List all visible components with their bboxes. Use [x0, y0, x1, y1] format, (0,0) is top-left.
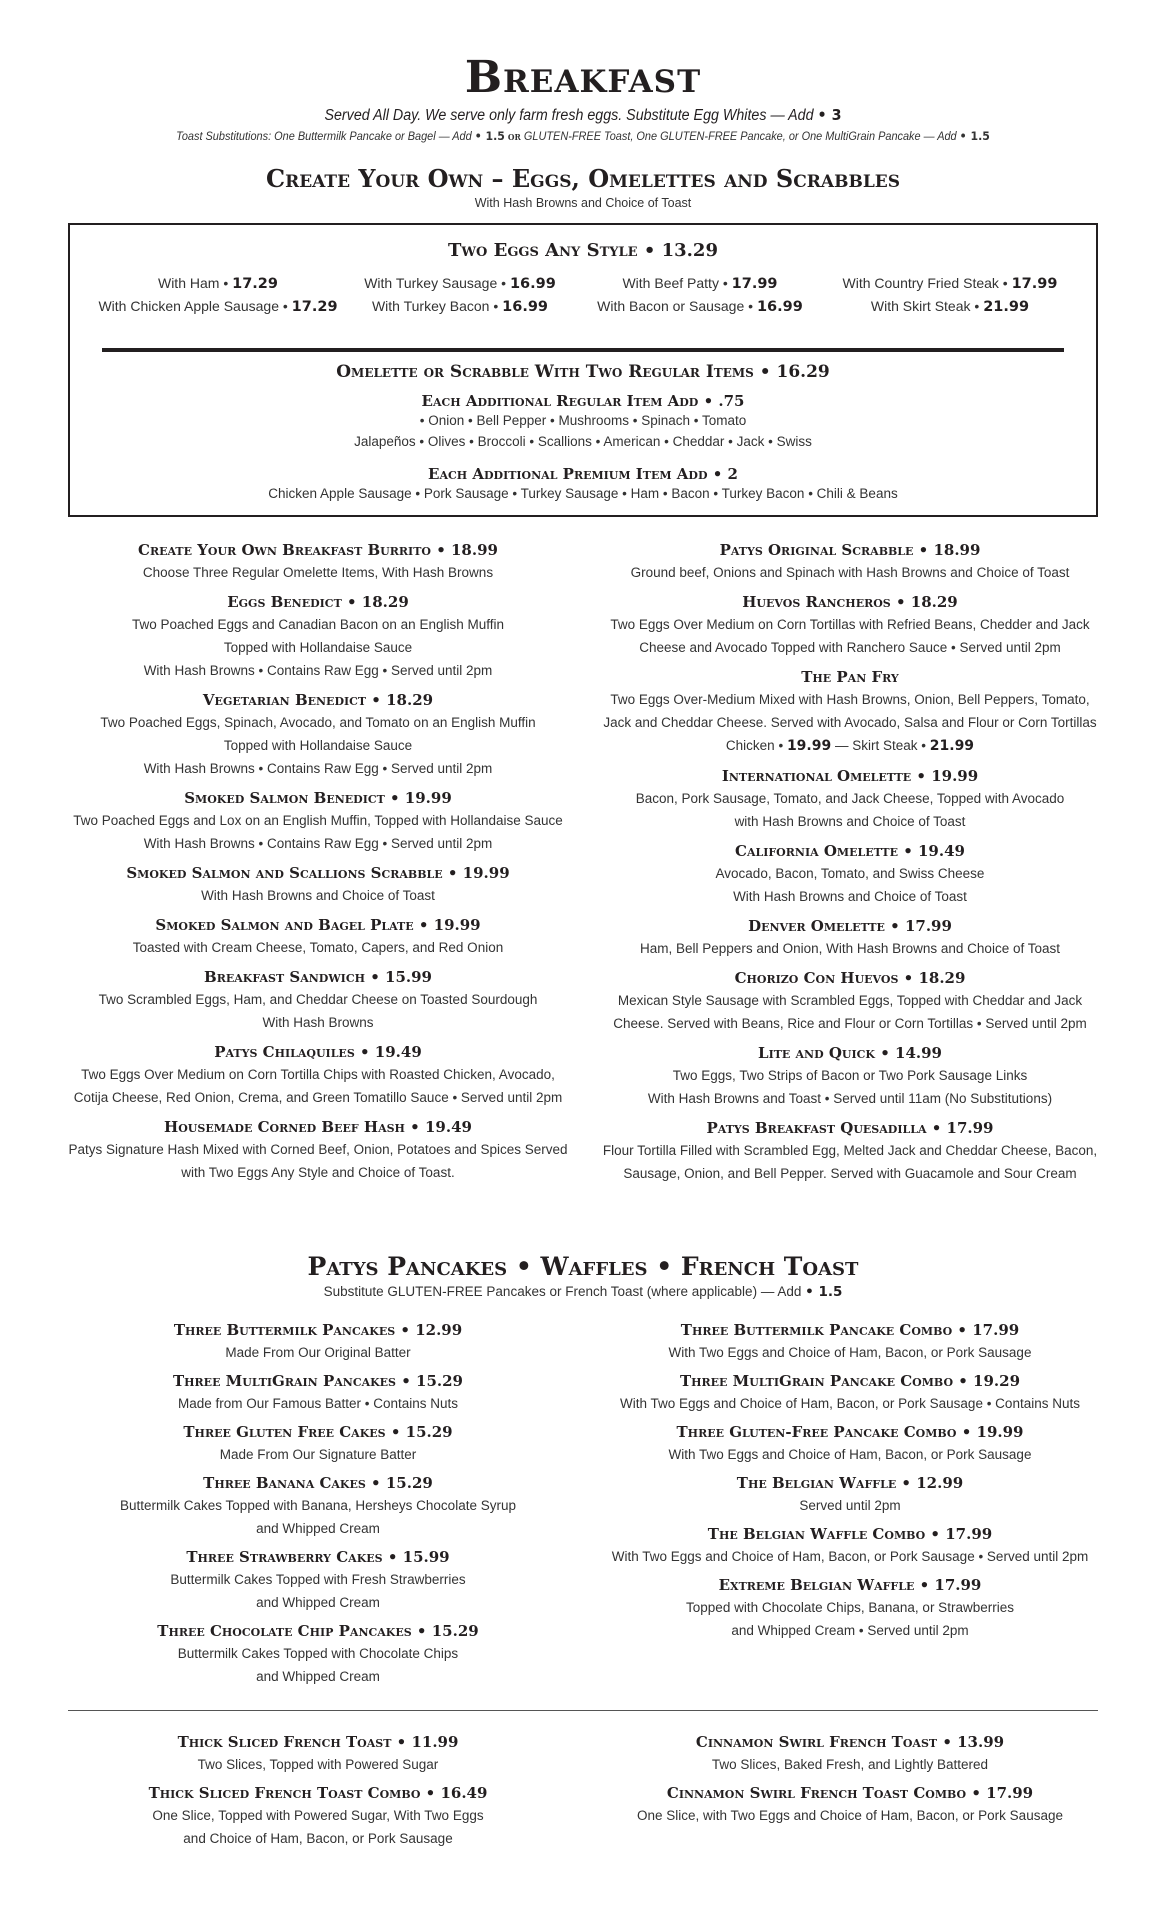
- menu-item-name: Breakfast Sandwich • 15.99: [204, 968, 432, 986]
- menu-item-name: Smoked Salmon and Scallions Scrabble • 19.99: [126, 864, 510, 882]
- menu-item: [38, 690, 598, 780]
- egg-option: With Bacon or Sausage • 16.99: [597, 298, 803, 315]
- regular-items-line1: • Onion • Bell Pepper • Mushrooms • Spinach • Tomato: [419, 413, 747, 428]
- regular-item-add: Each Additional Regular Item Add • .75: [421, 392, 745, 410]
- menu-item: [38, 1783, 598, 1850]
- left-items-column: [38, 540, 598, 1192]
- menu-item-name: Three Gluten-Free Pancake Combo • 19.99: [676, 1423, 1024, 1441]
- menu-item-description: Two Eggs, Two Strips of Bacon or Two Pork Sausage Links: [672, 1068, 1028, 1083]
- french-toast-right-column: [570, 1732, 1130, 1834]
- menu-item: [570, 1783, 1130, 1827]
- menu-item-name: Patys Chilaquiles • 19.49: [214, 1043, 422, 1061]
- menu-item-description: and Whipped Cream • Served until 2pm: [731, 1623, 969, 1638]
- menu-item-description: Two Eggs Over Medium on Corn Tortillas with Refried Beans, Chedder and Jack: [610, 617, 1090, 632]
- menu-item-description: With Hash Browns: [262, 1015, 374, 1030]
- menu-item-description: Two Eggs Over Medium on Corn Tortilla Chips with Roasted Chicken, Avocado,: [81, 1067, 555, 1082]
- menu-item: [570, 667, 1130, 758]
- menu-item: [570, 1320, 1130, 1364]
- menu-item-name: Patys Original Scrabble • 18.99: [719, 541, 981, 559]
- menu-item: [38, 1371, 598, 1415]
- pancakes-sub-text: Substitute GLUTEN-FREE Pancakes or French Toast (where applicable) — Add: [323, 1284, 802, 1299]
- menu-item-description: Sausage, Onion, and Bell Pepper. Served with Guacamole and Sour Cream: [623, 1166, 1077, 1181]
- menu-item: [570, 540, 1130, 584]
- menu-item-description: With Hash Browns and Choice of Toast: [733, 889, 967, 904]
- menu-item-name: The Belgian Waffle Combo • 17.99: [707, 1525, 993, 1543]
- menu-item-description: Choose Three Regular Omelette Items, With Hash Browns: [142, 565, 494, 580]
- menu-item-description: With Hash Browns • Contains Raw Egg • Served until 2pm: [143, 836, 493, 851]
- menu-item-description: Topped with Hollandaise Sauce: [223, 640, 413, 655]
- menu-item-description: Avocado, Bacon, Tomato, and Swiss Cheese: [715, 866, 985, 881]
- menu-item: [38, 1320, 598, 1364]
- menu-item-name: Smoked Salmon and Bagel Plate • 19.99: [155, 916, 481, 934]
- menu-item-description: Cheese and Avocado Topped with Ranchero Sauce • Served until 2pm: [639, 640, 1061, 655]
- menu-item-description: with Hash Browns and Choice of Toast: [734, 814, 966, 829]
- egg-option: With Turkey Sausage • 16.99: [364, 275, 556, 292]
- menu-item-description: One Slice, with Two Eggs and Choice of Ham, Bacon, or Pork Sausage: [637, 1808, 1063, 1823]
- menu-item: [570, 968, 1130, 1035]
- menu-item-name: Extreme Belgian Waffle • 17.99: [718, 1576, 982, 1594]
- menu-item-description: with Two Eggs Any Style and Choice of Toast.: [181, 1165, 455, 1180]
- menu-item-description: Ground beef, Onions and Spinach with Hash Browns and Choice of Toast: [630, 565, 1070, 580]
- egg-option: With Country Fried Steak • 17.99: [842, 275, 1058, 292]
- menu-item-price-line: [570, 734, 1130, 758]
- menu-item-description: Jack and Cheddar Cheese. Served with Avocado, Salsa and Flour or Corn Tortillas: [603, 715, 1097, 730]
- menu-item: [570, 592, 1130, 659]
- menu-item-description: Served until 2pm: [799, 1498, 901, 1513]
- menu-item-description: Buttermilk Cakes Topped with Fresh Strawberries: [170, 1572, 466, 1587]
- menu-item-description: Buttermilk Cakes Topped with Banana, Hersheys Chocolate Syrup: [120, 1498, 516, 1513]
- pancakes-heading: Patys Pancakes • Waffles • French Toast: [307, 1252, 859, 1281]
- menu-item: [38, 1621, 598, 1688]
- menu-item-description: Patys Signature Hash Mixed with Corned Beef, Onion, Potatoes and Spices Served: [68, 1142, 568, 1157]
- menu-item-name: Three Banana Cakes • 15.29: [203, 1474, 433, 1492]
- pancakes-subheading: [0, 1284, 1166, 1300]
- menu-item-description: and Whipped Cream: [256, 1669, 380, 1684]
- menu-item-name: Three Gluten Free Cakes • 15.29: [183, 1423, 453, 1441]
- egg-option: With Skirt Steak • 21.99: [870, 298, 1030, 315]
- menu-item-name: Patys Breakfast Quesadilla • 17.99: [706, 1119, 994, 1137]
- menu-item-description: One Slice, Topped with Powered Sugar, With Two Eggs: [152, 1808, 484, 1823]
- premium-item-add: Each Additional Premium Item Add • 2: [428, 465, 738, 483]
- menu-item: [38, 1117, 598, 1184]
- menu-item-description: Mexican Style Sausage with Scrambled Eggs, Topped with Cheddar and Jack: [617, 993, 1083, 1008]
- menu-item-name: Create Your Own Breakfast Burrito • 18.99: [138, 541, 498, 559]
- menu-item: [570, 1575, 1130, 1642]
- menu-item-description: Two Poached Eggs and Lox on an English Muffin, Topped with Hollandaise Sauce: [73, 813, 563, 828]
- menu-item-description: Buttermilk Cakes Topped with Chocolate Chips: [177, 1646, 459, 1661]
- menu-item-name: Eggs Benedict • 18.29: [227, 593, 409, 611]
- menu-item-name: Three Strawberry Cakes • 15.99: [186, 1548, 450, 1566]
- menu-item: [38, 1042, 598, 1109]
- menu-item-name: International Omelette • 19.99: [721, 767, 979, 785]
- regular-items-line2: Jalapeños • Olives • Broccoli • Scallions • American • Cheddar • Jack • Swiss: [354, 434, 812, 449]
- create-your-own-subheading: With Hash Browns and Choice of Toast: [474, 196, 692, 210]
- price: 21.99: [929, 738, 975, 754]
- menu-item-name: Chorizo Con Huevos • 18.29: [734, 969, 966, 987]
- menu-item: [570, 841, 1130, 908]
- omelette-heading: Omelette or Scrabble With Two Regular Items • 16.29: [336, 362, 830, 382]
- toast-sub-text: Toast Substitutions: One Buttermilk Pancake or Bagel — Add: [176, 131, 472, 143]
- divider: [102, 348, 1064, 352]
- two-eggs-heading: Two Eggs Any Style • 13.29: [448, 240, 718, 261]
- menu-item-description: With Two Eggs and Choice of Ham, Bacon, or Pork Sausage: [668, 1345, 1032, 1360]
- menu-item-name: California Omelette • 19.49: [735, 842, 965, 860]
- menu-item-description: Flour Tortilla Filled with Scrambled Egg, Melted Jack and Cheddar Cheese, Bacon,: [602, 1143, 1098, 1158]
- menu-item: [570, 1473, 1130, 1517]
- right-items-column: [570, 540, 1130, 1193]
- menu-item-description: Ham, Bell Peppers and Onion, With Hash Browns and Choice of Toast: [640, 941, 1060, 956]
- menu-item-description: With Two Eggs and Choice of Ham, Bacon, or Pork Sausage • Served until 2pm: [611, 1549, 1089, 1564]
- menu-item-name: Three Buttermilk Pancake Combo • 17.99: [680, 1321, 1020, 1339]
- price-label: — Skirt Steak •: [835, 738, 926, 753]
- menu-item-description: and Whipped Cream: [256, 1595, 380, 1610]
- egg-option: With Chicken Apple Sausage • 17.29: [98, 298, 338, 315]
- menu-item-description: Bacon, Pork Sausage, Tomato, and Jack Cheese, Topped with Avocado: [635, 791, 1065, 806]
- menu-item-description: Two Slices, Baked Fresh, and Lightly Battered: [711, 1757, 989, 1772]
- menu-item-name: The Pan Fry: [801, 668, 899, 686]
- pancakes-right-column: [570, 1320, 1130, 1649]
- toast-sub-price: • 1.5: [474, 129, 505, 143]
- toast-sub-or: or: [507, 129, 521, 143]
- menu-item: [38, 1732, 598, 1776]
- menu-item-description: and Whipped Cream: [256, 1521, 380, 1536]
- toast-sub-text2: GLUTEN-FREE Toast, One GLUTEN-FREE Pancake, or One MultiGrain Pancake — Add: [523, 131, 957, 143]
- menu-item-name: Thick Sliced French Toast Combo • 16.49: [148, 1784, 488, 1802]
- menu-item-description: With Hash Browns • Contains Raw Egg • Served until 2pm: [143, 663, 493, 678]
- egg-option: With Turkey Bacon • 16.99: [371, 298, 549, 315]
- menu-item: [38, 1422, 598, 1466]
- menu-item-description: Two Poached Eggs, Spinach, Avocado, and Tomato on an English Muffin: [100, 715, 536, 730]
- menu-item-description: and Choice of Ham, Bacon, or Pork Sausage: [183, 1831, 453, 1846]
- pancakes-left-column: [38, 1320, 598, 1695]
- egg-option: With Beef Patty • 17.99: [622, 275, 778, 292]
- menu-item: [570, 1118, 1130, 1185]
- menu-item-description: Cotija Cheese, Red Onion, Crema, and Green Tomatillo Sauce • Served until 2pm: [73, 1090, 563, 1105]
- egg-subtitle: [47, 106, 1120, 125]
- menu-item-description: Topped with Chocolate Chips, Banana, or Strawberries: [686, 1600, 1014, 1615]
- menu-item-description: Two Scrambled Eggs, Ham, and Cheddar Cheese on Toasted Sourdough: [98, 992, 538, 1007]
- menu-item: [38, 1473, 598, 1540]
- egg-whites-price: • 3: [817, 106, 842, 124]
- menu-item-name: Thick Sliced French Toast • 11.99: [177, 1733, 459, 1751]
- menu-item-name: Three Buttermilk Pancakes • 12.99: [173, 1321, 463, 1339]
- menu-item: [570, 1524, 1130, 1568]
- menu-item: [38, 788, 598, 855]
- menu-item-name: Huevos Rancheros • 18.29: [742, 593, 958, 611]
- menu-item-description: Two Slices, Topped with Powered Sugar: [197, 1757, 439, 1772]
- menu-item-description: Made From Our Signature Batter: [219, 1447, 417, 1462]
- menu-item-description: Toasted with Cream Cheese, Tomato, Capers, and Red Onion: [132, 940, 504, 955]
- menu-item: [570, 766, 1130, 833]
- menu-item-description: Topped with Hollandaise Sauce: [223, 738, 413, 753]
- menu-item: [38, 863, 598, 907]
- menu-item: [38, 592, 598, 682]
- menu-item-description: Cheese. Served with Beans, Rice and Flour or Corn Tortillas • Served until 2pm: [613, 1016, 1087, 1031]
- create-your-own-box: [68, 223, 1098, 517]
- price: 19.99: [786, 738, 832, 754]
- divider: [68, 1710, 1098, 1711]
- menu-item-description: Made from Our Famous Batter • Contains Nuts: [177, 1396, 459, 1411]
- menu-item: [38, 967, 598, 1034]
- menu-item: [38, 1547, 598, 1614]
- menu-item-name: Cinnamon Swirl French Toast Combo • 17.99: [666, 1784, 1034, 1802]
- menu-item-name: Cinnamon Swirl French Toast • 13.99: [695, 1733, 1005, 1751]
- toast-substitutions: [29, 129, 1137, 143]
- menu-item: [570, 1422, 1130, 1466]
- menu-item: [570, 916, 1130, 960]
- menu-item-description: With Hash Browns and Toast • Served until 11am (No Substitutions): [647, 1091, 1053, 1106]
- menu-item: [570, 1043, 1130, 1110]
- create-your-own-heading: Create Your Own – Eggs, Omelettes and Scrabbles: [265, 164, 901, 193]
- menu-item-name: Smoked Salmon Benedict • 19.99: [184, 789, 452, 807]
- menu-item: [570, 1371, 1130, 1415]
- toast-sub-price2: • 1.5: [959, 129, 990, 143]
- page-title: Breakfast: [464, 52, 702, 103]
- menu-item-description: With Two Eggs and Choice of Ham, Bacon, or Pork Sausage: [668, 1447, 1032, 1462]
- egg-option: With Ham • 17.29: [157, 275, 278, 292]
- menu-item-name: Vegetarian Benedict • 18.29: [202, 691, 434, 709]
- french-toast-left-column: [38, 1732, 598, 1857]
- menu-item-description: With Hash Browns • Contains Raw Egg • Served until 2pm: [143, 761, 493, 776]
- menu-item: [38, 540, 598, 584]
- menu-item-name: Lite and Quick • 14.99: [758, 1044, 942, 1062]
- menu-item-name: Three MultiGrain Pancake Combo • 19.29: [679, 1372, 1021, 1390]
- menu-item-name: Housemade Corned Beef Hash • 19.49: [164, 1118, 472, 1136]
- price-label: Chicken •: [725, 738, 784, 753]
- pancakes-sub-price: • 1.5: [805, 1284, 843, 1300]
- menu-item: [38, 915, 598, 959]
- menu-item-description: With Two Eggs and Choice of Ham, Bacon, or Pork Sausage • Contains Nuts: [620, 1396, 1080, 1411]
- menu-item-description: Made From Our Original Batter: [225, 1345, 411, 1360]
- egg-subtitle-text: Served All Day. We serve only farm fresh eggs. Substitute Egg Whites — Add: [324, 107, 814, 124]
- menu-item: [570, 1732, 1130, 1776]
- menu-item-description: Two Eggs Over-Medium Mixed with Hash Browns, Onion, Bell Peppers, Tomato,: [610, 692, 1090, 707]
- menu-item-name: The Belgian Waffle • 12.99: [736, 1474, 964, 1492]
- menu-item-name: Three Chocolate Chip Pancakes • 15.29: [157, 1622, 479, 1640]
- menu-item-name: Three MultiGrain Pancakes • 15.29: [172, 1372, 463, 1390]
- premium-items-line: Chicken Apple Sausage • Pork Sausage • Turkey Sausage • Ham • Bacon • Turkey Bacon • Chili & Beans: [268, 486, 898, 501]
- menu-item-description: Two Poached Eggs and Canadian Bacon on an English Muffin: [131, 617, 504, 632]
- menu-item-description: With Hash Browns and Choice of Toast: [201, 888, 435, 903]
- menu-item-name: Denver Omelette • 17.99: [748, 917, 952, 935]
